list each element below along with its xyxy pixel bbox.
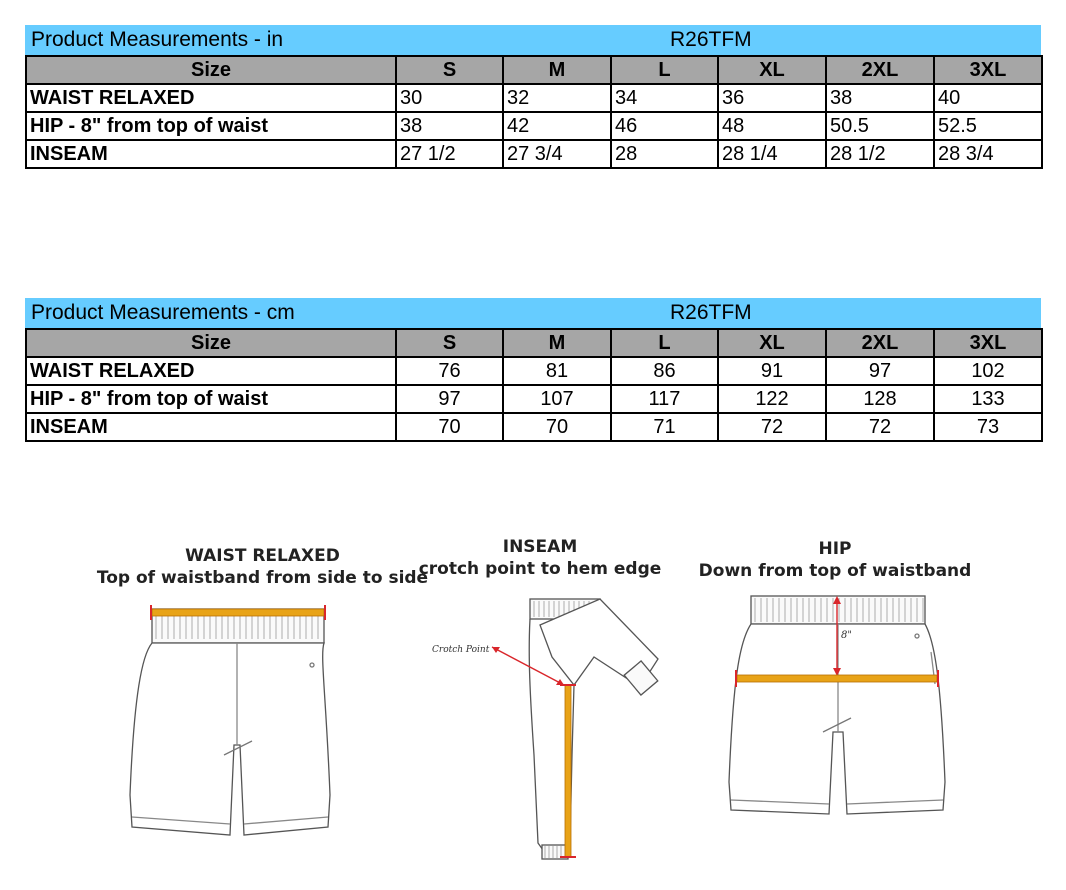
value-cell: 81: [503, 357, 611, 385]
table-row: [26, 413, 1042, 441]
diagram-title: WAIST RELAXED: [185, 546, 340, 566]
value-cell: 28: [611, 140, 718, 168]
header-cell: 3XL: [934, 56, 1042, 84]
size-table: [25, 55, 1043, 169]
value-cell: 70: [503, 413, 611, 441]
crotch-point-label: Crotch Point: [432, 645, 490, 655]
header-cell: L: [611, 329, 718, 357]
hip-diagram-caption: [690, 538, 980, 582]
header-cell: S: [396, 329, 503, 357]
value-cell: 91: [718, 357, 826, 385]
header-cell: M: [503, 329, 611, 357]
row-label: HIP - 8" from top of waist: [26, 385, 396, 413]
table-row: [26, 140, 1042, 168]
row-label: WAIST RELAXED: [26, 357, 396, 385]
value-cell: 102: [934, 357, 1042, 385]
value-cell: 28 1/2: [826, 140, 934, 168]
table-row: [26, 112, 1042, 140]
inseam-pants-illustration: [490, 595, 680, 875]
value-cell: 73: [934, 413, 1042, 441]
table-title-bar: [25, 25, 1041, 55]
value-cell: 32: [503, 84, 611, 112]
header-cell: S: [396, 56, 503, 84]
header-cell: M: [503, 56, 611, 84]
value-cell: 50.5: [826, 112, 934, 140]
table-row: [26, 357, 1042, 385]
value-cell: 97: [396, 385, 503, 413]
value-cell: 117: [611, 385, 718, 413]
diagram-title: INSEAM: [502, 537, 578, 557]
value-cell: 27 3/4: [503, 140, 611, 168]
value-cell: 27 1/2: [396, 140, 503, 168]
table-row: [26, 84, 1042, 112]
value-cell: 36: [718, 84, 826, 112]
measurements-table-in: [25, 25, 1041, 169]
waist-shorts-illustration: [120, 595, 340, 845]
value-cell: 38: [826, 84, 934, 112]
style-code: R26TFM: [670, 28, 752, 51]
style-code: R26TFM: [670, 301, 752, 324]
diagram-title: HIP: [818, 539, 852, 559]
row-label: INSEAM: [26, 413, 396, 441]
value-cell: 107: [503, 385, 611, 413]
header-cell: 2XL: [826, 56, 934, 84]
header-row: [26, 329, 1042, 357]
row-label: INSEAM: [26, 140, 396, 168]
table-title: Product Measurements - in: [31, 28, 284, 51]
value-cell: 122: [718, 385, 826, 413]
measurements-table-cm: [25, 298, 1041, 442]
value-cell: 133: [934, 385, 1042, 413]
value-cell: 48: [718, 112, 826, 140]
size-table: [25, 328, 1043, 442]
value-cell: 72: [718, 413, 826, 441]
row-label: WAIST RELAXED: [26, 84, 396, 112]
value-cell: 128: [826, 385, 934, 413]
header-cell: XL: [718, 329, 826, 357]
value-cell: 86: [611, 357, 718, 385]
value-cell: 40: [934, 84, 1042, 112]
value-cell: 52.5: [934, 112, 1042, 140]
value-cell: 70: [396, 413, 503, 441]
header-cell: Size: [26, 56, 396, 84]
header-cell: XL: [718, 56, 826, 84]
table-title-bar: [25, 298, 1041, 328]
header-cell: 3XL: [934, 329, 1042, 357]
diagram-subtitle: Down from top of waistband: [698, 561, 972, 581]
header-cell: L: [611, 56, 718, 84]
value-cell: 30: [396, 84, 503, 112]
waist-diagram-caption: [65, 545, 460, 589]
value-cell: 42: [503, 112, 611, 140]
diagram-subtitle: Top of waistband from side to side: [96, 568, 429, 588]
value-cell: 34: [611, 84, 718, 112]
header-cell: 2XL: [826, 329, 934, 357]
value-cell: 97: [826, 357, 934, 385]
hip-drop-label: 8": [841, 630, 852, 641]
value-cell: 72: [826, 413, 934, 441]
table-row: [26, 385, 1042, 413]
header-row: [26, 56, 1042, 84]
value-cell: 38: [396, 112, 503, 140]
value-cell: 71: [611, 413, 718, 441]
inseam-diagram-caption: [410, 536, 670, 580]
value-cell: 76: [396, 357, 503, 385]
row-label: HIP - 8" from top of waist: [26, 112, 396, 140]
header-cell: Size: [26, 329, 396, 357]
value-cell: 46: [611, 112, 718, 140]
hip-shorts-illustration: [725, 592, 955, 822]
table-title: Product Measurements - cm: [31, 301, 295, 324]
diagram-subtitle: crotch point to hem edge: [418, 559, 662, 579]
value-cell: 28 3/4: [934, 140, 1042, 168]
value-cell: 28 1/4: [718, 140, 826, 168]
